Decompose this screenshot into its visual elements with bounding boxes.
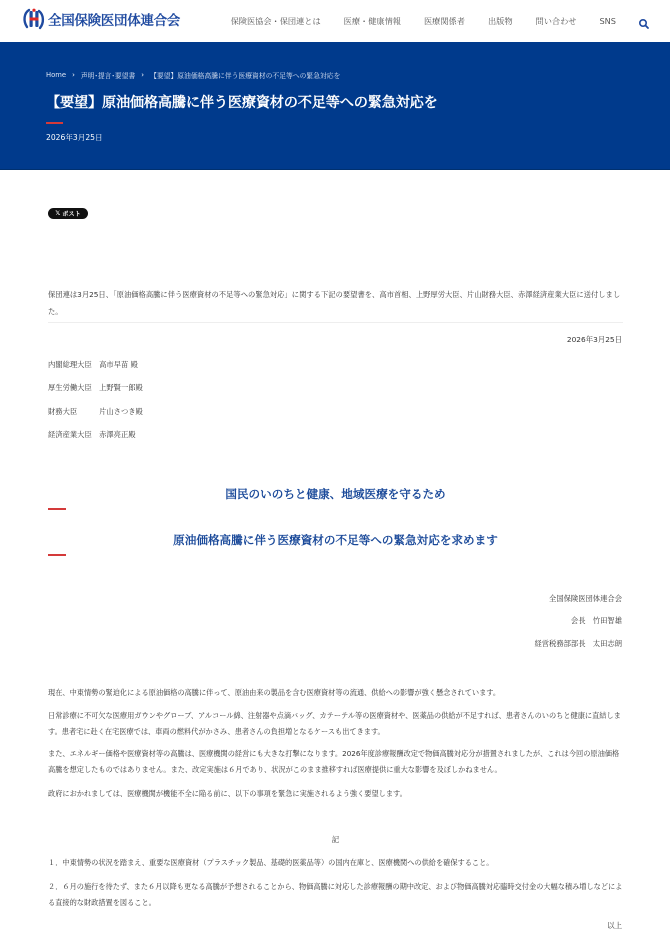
page-title: 【要望】原油価格高騰に伴う医療資材の不足等への緊急対応を (46, 95, 438, 111)
breadcrumb-home[interactable]: Home (46, 71, 67, 79)
x-post-label: ポスト (62, 211, 81, 218)
search-icon[interactable] (638, 15, 650, 27)
x-post-button[interactable] (48, 208, 88, 219)
breadcrumb-current: 【要望】原油価格高騰に伴う医療資材の不足等への緊急対応を (150, 72, 341, 80)
nav-item-medical-professionals[interactable]: 医療関係者 (423, 15, 465, 26)
headline-main: 原油価格高騰に伴う医療資材の不足等への緊急対応を求めます (173, 533, 498, 547)
x-logo-icon: 𝕏 (55, 210, 61, 217)
signer-president: 会長 竹田智雄 (570, 616, 622, 626)
main-nav (208, 0, 650, 42)
request-item: １．中東情勢の状況を踏まえ、重要な医療資材（プラスチック製品、基礎的医薬品等）の国内在庫と、医療機関への供給を確保すること。 (48, 858, 494, 867)
signer-block (534, 591, 622, 658)
nav-item-about[interactable]: 保険医協会・保団連とは (230, 15, 321, 26)
page-hero (0, 42, 670, 170)
request-item: ２．６月の施行を待たず、また６月以降も更なる高騰が予想されることから、物価高騰に対応した診療報酬の期中改定、および物価高騰対応臨時交付金の大幅な積み増しなどによる直接的な財政措置を図ること。 (48, 882, 623, 907)
closing-text: 以上 (607, 921, 622, 930)
addressee: 厚生労働大臣 上野賢一郎殿 (48, 383, 143, 393)
breadcrumb-category[interactable]: 声明･提言･要望書 (80, 72, 136, 80)
ki-heading: 記 (331, 835, 340, 844)
headline-accent-line (48, 554, 66, 556)
site-header (0, 0, 670, 42)
headline-subtitle: 国民のいのちと健康、地域医療を守るため (225, 487, 446, 501)
body-paragraph: 政府におかれましては、医療機関が機能不全に陥る前に、以下の事項を緊急に実施されるよう強く要望します。 (48, 789, 407, 798)
body-paragraph: また、エネルギー価格や医療資材等の高騰は、医療機関の経営にも大きな打撃になります。2026年度診療報酬改定で物価高騰対応分が措置されましたが、これは今回の原油価格高騰を想定したものではありません。また、改定実施は６月であり、状況がこのまま推移すれば医療提供に重大な影響を及ぼしかねません。 (48, 749, 620, 774)
body-paragraph: 日常診療に不可欠な医療用ガウンやグローブ、アルコール綿、注射器や点滴バッグ、カテーテル等の医療資材や、医薬品の供給が不足すれば、患者さんのいのちと健康に直結します。患者宅に赴く在宅医療では、車両の燃料代がかさみ、患者さんの負担増となるケースも出てきます。 (48, 711, 621, 736)
nav-item-health-info[interactable]: 医療・健康情報 (343, 15, 401, 26)
chevron-right-icon: › (72, 71, 75, 79)
site-logo-text: 全国保険医団体連合会 (48, 13, 180, 29)
breadcrumb (46, 70, 340, 80)
h-mark-logo-icon (22, 7, 46, 31)
addressee: 内閣総理大臣 高市早苗 殿 (48, 360, 138, 369)
publish-date: 2026年3月25日 (46, 133, 103, 142)
addressee-list (48, 357, 143, 450)
title-accent-line (46, 122, 63, 124)
signer-director: 経営税務部部長 太田志朗 (534, 638, 622, 648)
nav-item-publications[interactable]: 出版物 (487, 15, 513, 26)
nav-item-sns[interactable]: SNS (599, 16, 616, 26)
addressee: 経済産業大臣 赤澤亮正殿 (48, 429, 136, 439)
headline-accent-line (48, 508, 66, 510)
signer-org: 全国保険医団体連合会 (549, 594, 622, 603)
chevron-right-icon: › (141, 71, 145, 79)
document-date: 2026年3月25日 (566, 335, 622, 344)
site-logo[interactable] (22, 7, 180, 31)
addressee: 財務大臣 片山さつき殿 (48, 406, 143, 416)
intro-paragraph: 保団連は3月25日、「原油価格高騰に伴う医療資材の不足等への緊急対応」に関する下記の要望書を、高市首相、上野厚労大臣、片山財務大臣、赤澤経済産業大臣に送付しました。 (48, 287, 623, 323)
body-paragraph: 現在、中東情勢の緊迫化による原油価格の高騰に伴って、原油由来の製品を含む医療資材等の流通、供給への影響が強く懸念されています。 (48, 688, 501, 697)
nav-item-contact[interactable]: 問い合わせ (535, 15, 577, 26)
